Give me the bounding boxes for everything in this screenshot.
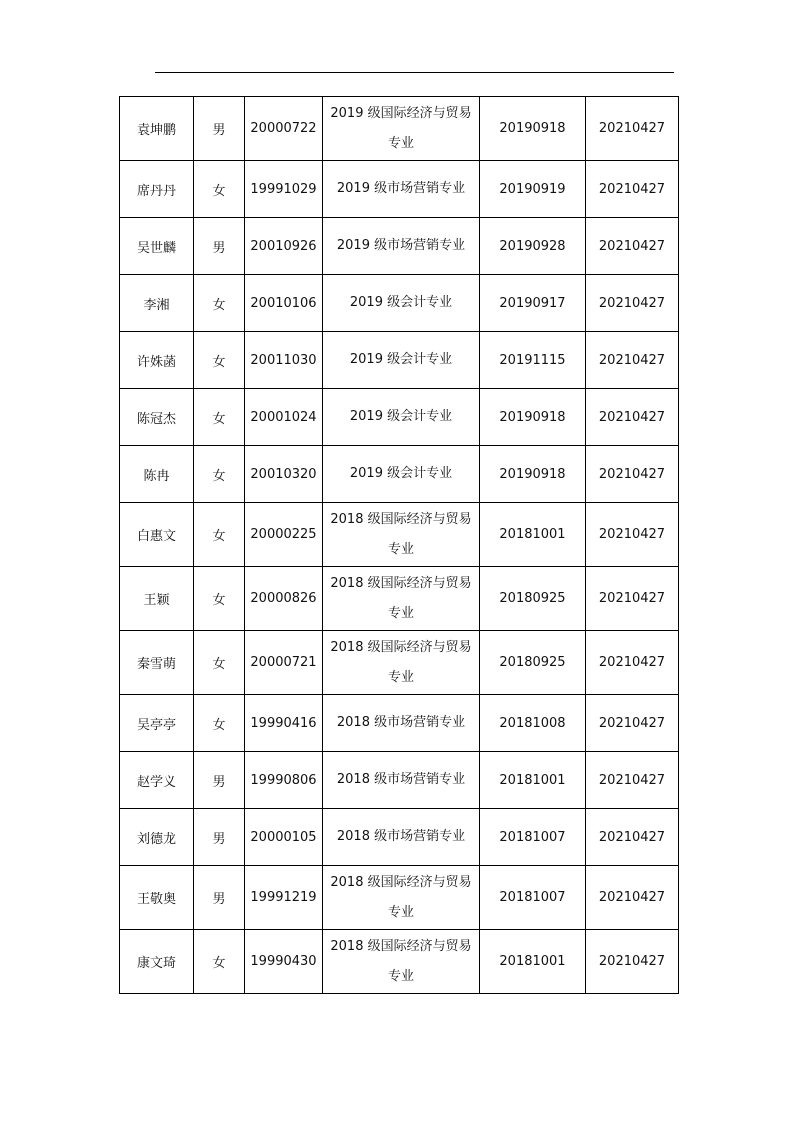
record-date-cell: 20210427 — [586, 930, 679, 994]
join-date-cell: 20190918 — [480, 97, 586, 161]
name-cell: 李湘 — [120, 275, 194, 332]
gender-cell: 男 — [194, 809, 245, 866]
join-date-cell: 20190918 — [480, 446, 586, 503]
record-date-cell: 20210427 — [586, 752, 679, 809]
major-cell — [323, 752, 480, 809]
table-row — [120, 446, 679, 503]
gender-cell: 女 — [194, 332, 245, 389]
gender-cell: 女 — [194, 930, 245, 994]
join-date-cell: 20181001 — [480, 503, 586, 567]
join-date-cell: 20181007 — [480, 809, 586, 866]
gender-cell: 女 — [194, 161, 245, 218]
record-date-cell: 20210427 — [586, 631, 679, 695]
major-text: 2018 级国际经济与贸易专业 — [330, 575, 472, 621]
table-row — [120, 752, 679, 809]
join-date-cell: 20191115 — [480, 332, 586, 389]
table-row — [120, 389, 679, 446]
table-row — [120, 332, 679, 389]
join-date-cell: 20181007 — [480, 866, 586, 930]
major-text: 2018 级国际经济与贸易专业 — [330, 874, 472, 920]
name-cell: 陈冉 — [120, 446, 194, 503]
birth-date-cell: 19990416 — [245, 695, 323, 752]
birth-date-cell: 19991219 — [245, 866, 323, 930]
major-cell — [323, 275, 480, 332]
major-text: 2019 级会计专业 — [349, 466, 453, 481]
birth-date-cell: 20000722 — [245, 97, 323, 161]
major-text: 2019 级市场营销专业 — [336, 181, 466, 196]
join-date-cell: 20190919 — [480, 161, 586, 218]
major-cell — [323, 930, 480, 994]
record-date-cell: 20210427 — [586, 332, 679, 389]
major-text: 2019 级国际经济与贸易专业 — [330, 105, 472, 151]
name-cell: 康文琦 — [120, 930, 194, 994]
name-cell: 袁坤鹏 — [120, 97, 194, 161]
birth-date-cell: 20011030 — [245, 332, 323, 389]
major-cell — [323, 695, 480, 752]
record-date-cell: 20210427 — [586, 97, 679, 161]
birth-date-cell: 19990430 — [245, 930, 323, 994]
table-row — [120, 695, 679, 752]
name-cell: 王颖 — [120, 567, 194, 631]
record-date-cell: 20210427 — [586, 503, 679, 567]
major-text: 2018 级国际经济与贸易专业 — [330, 639, 472, 685]
major-text: 2019 级会计专业 — [349, 409, 453, 424]
table-row — [120, 503, 679, 567]
major-cell — [323, 389, 480, 446]
table-row — [120, 161, 679, 218]
record-date-cell: 20210427 — [586, 161, 679, 218]
join-date-cell: 20190918 — [480, 389, 586, 446]
header-rule — [155, 72, 674, 73]
major-cell — [323, 866, 480, 930]
table-row — [120, 275, 679, 332]
birth-date-cell: 20001024 — [245, 389, 323, 446]
birth-date-cell: 20000105 — [245, 809, 323, 866]
join-date-cell: 20181001 — [480, 752, 586, 809]
major-text: 2018 级市场营销专业 — [336, 715, 466, 730]
record-date-cell: 20210427 — [586, 809, 679, 866]
gender-cell: 女 — [194, 446, 245, 503]
record-date-cell: 20210427 — [586, 695, 679, 752]
record-date-cell: 20210427 — [586, 218, 679, 275]
name-cell: 陈冠杰 — [120, 389, 194, 446]
name-cell: 赵学义 — [120, 752, 194, 809]
record-date-cell: 20210427 — [586, 275, 679, 332]
major-cell — [323, 97, 480, 161]
name-cell: 吴世麟 — [120, 218, 194, 275]
name-cell: 白惠文 — [120, 503, 194, 567]
name-cell: 许姝菡 — [120, 332, 194, 389]
gender-cell: 女 — [194, 503, 245, 567]
birth-date-cell: 20000721 — [245, 631, 323, 695]
birth-date-cell: 20000225 — [245, 503, 323, 567]
record-date-cell: 20210427 — [586, 866, 679, 930]
name-cell: 席丹丹 — [120, 161, 194, 218]
record-date-cell: 20210427 — [586, 567, 679, 631]
birth-date-cell: 20010320 — [245, 446, 323, 503]
major-text: 2018 级市场营销专业 — [336, 772, 466, 787]
record-date-cell: 20210427 — [586, 446, 679, 503]
major-cell — [323, 446, 480, 503]
name-cell: 王敬奥 — [120, 866, 194, 930]
birth-date-cell: 20000826 — [245, 567, 323, 631]
table-row — [120, 930, 679, 994]
table-row — [120, 809, 679, 866]
name-cell: 秦雪萌 — [120, 631, 194, 695]
name-cell: 刘德龙 — [120, 809, 194, 866]
join-date-cell: 20190928 — [480, 218, 586, 275]
gender-cell: 女 — [194, 631, 245, 695]
major-cell — [323, 503, 480, 567]
major-text: 2019 级会计专业 — [349, 352, 453, 367]
join-date-cell: 20181001 — [480, 930, 586, 994]
gender-cell: 男 — [194, 866, 245, 930]
major-text: 2018 级市场营销专业 — [336, 829, 466, 844]
birth-date-cell: 20010106 — [245, 275, 323, 332]
major-cell — [323, 809, 480, 866]
name-cell: 吴亭亭 — [120, 695, 194, 752]
join-date-cell: 20180925 — [480, 567, 586, 631]
gender-cell: 男 — [194, 752, 245, 809]
table-row — [120, 631, 679, 695]
table-row — [120, 218, 679, 275]
gender-cell: 女 — [194, 695, 245, 752]
major-text: 2019 级会计专业 — [349, 295, 453, 310]
major-cell — [323, 218, 480, 275]
member-table-body — [120, 97, 679, 994]
birth-date-cell: 19991029 — [245, 161, 323, 218]
major-text: 2018 级国际经济与贸易专业 — [330, 511, 472, 557]
gender-cell: 男 — [194, 97, 245, 161]
birth-date-cell: 20010926 — [245, 218, 323, 275]
major-cell — [323, 567, 480, 631]
gender-cell: 女 — [194, 389, 245, 446]
major-cell — [323, 631, 480, 695]
major-cell — [323, 161, 480, 218]
major-text: 2018 级国际经济与贸易专业 — [330, 938, 472, 984]
table-row — [120, 567, 679, 631]
join-date-cell: 20190917 — [480, 275, 586, 332]
join-date-cell: 20180925 — [480, 631, 586, 695]
gender-cell: 男 — [194, 218, 245, 275]
table-row — [120, 97, 679, 161]
member-table — [119, 96, 679, 994]
major-cell — [323, 332, 480, 389]
major-text: 2019 级市场营销专业 — [336, 238, 466, 253]
join-date-cell: 20181008 — [480, 695, 586, 752]
table-row — [120, 866, 679, 930]
record-date-cell: 20210427 — [586, 389, 679, 446]
gender-cell: 女 — [194, 567, 245, 631]
gender-cell: 女 — [194, 275, 245, 332]
birth-date-cell: 19990806 — [245, 752, 323, 809]
